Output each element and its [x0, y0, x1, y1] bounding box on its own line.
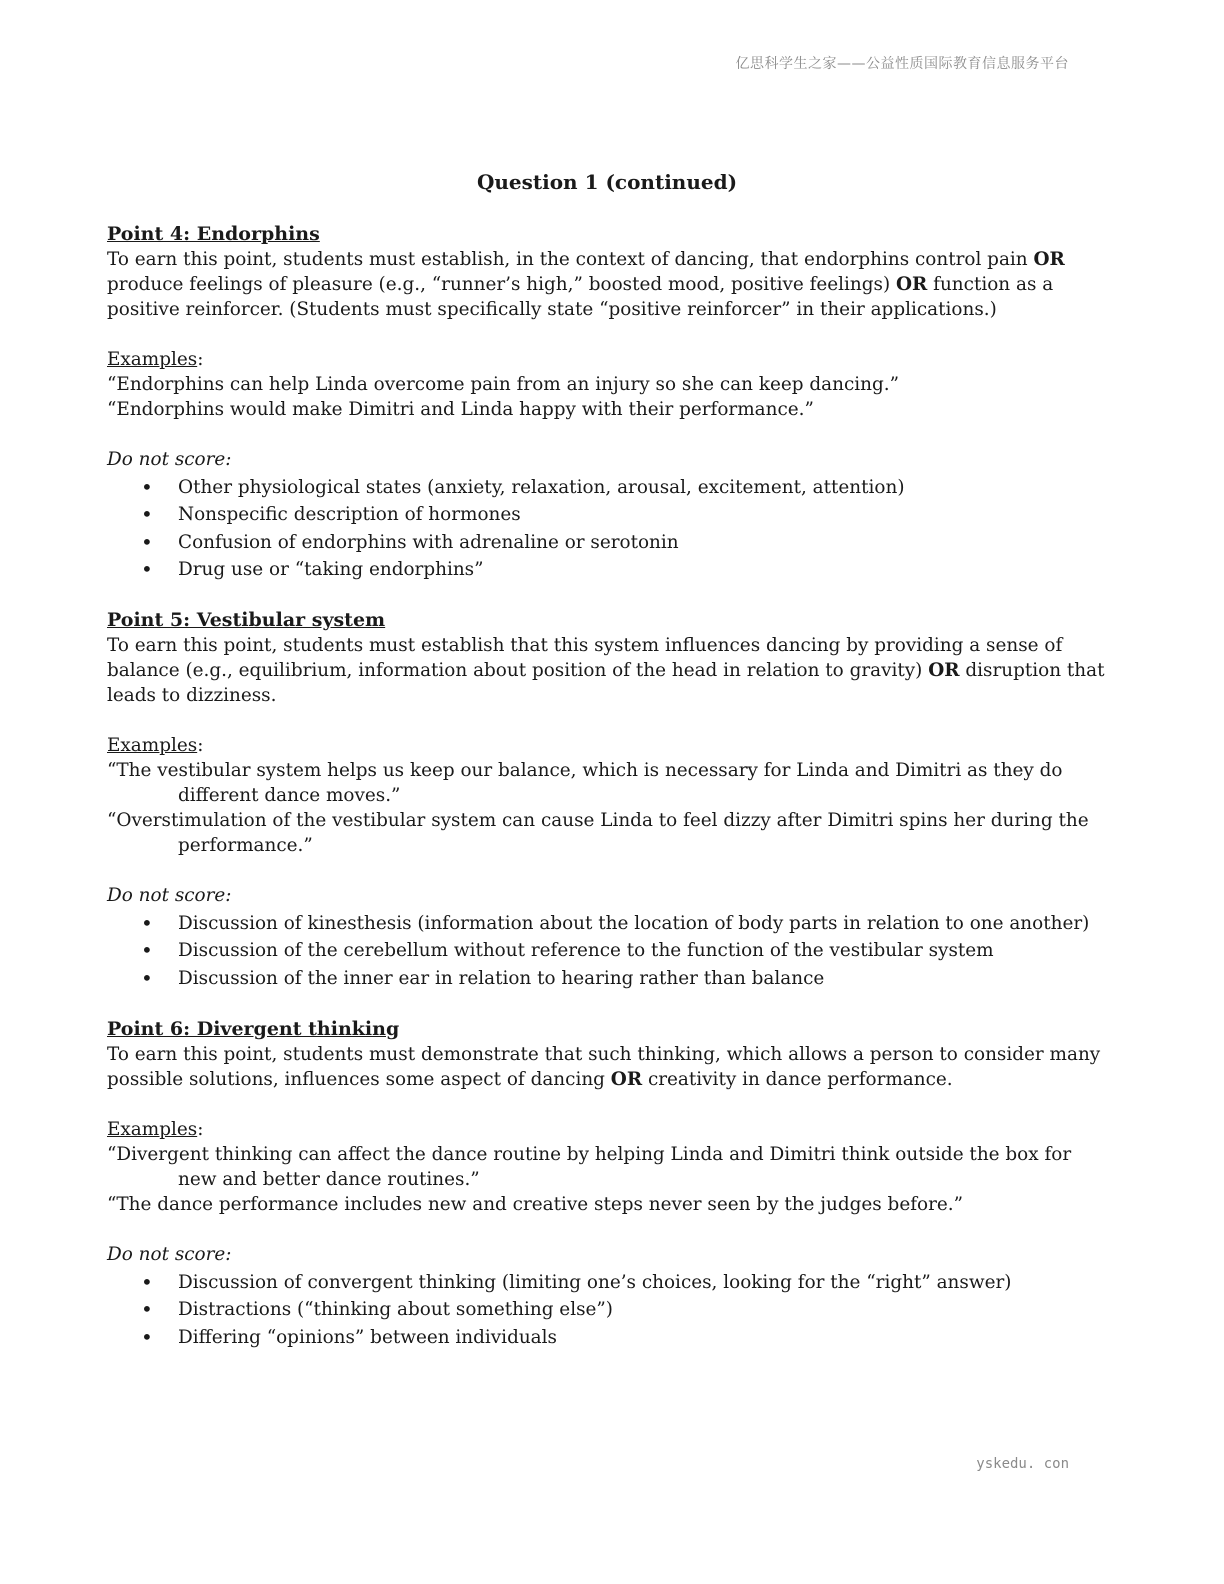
- point-5-desc-part-a: To earn this point, students must establish that this system influences dancing by providing a sense of balance (e.g., equilibrium, information about position of the head in relation to gravity): [107, 635, 1063, 682]
- footer-watermark-text: yskedu. con: [976, 1456, 1069, 1472]
- point-5-example-2: “Overstimulation of the vestibular system can cause Linda to feel dizzy after Dimitri spins her during the performance.”: [107, 810, 1089, 857]
- list-item: • Discussion of convergent thinking (limiting one’s choices, looking for the “right” answer): [107, 1269, 1107, 1296]
- examples-label-colon: :: [197, 1119, 204, 1141]
- list-item: • Nonspecific description of hormones: [107, 501, 1107, 528]
- point-5-do-not-score-list: [107, 910, 1107, 992]
- point-5-examples-label: [107, 733, 1107, 758]
- point-4-example-1: “Endorphins can help Linda overcome pain from an injury so she can keep dancing.”: [107, 374, 900, 395]
- point-6-do-not-score-label: Do not score:: [107, 1244, 232, 1266]
- point-4-description: [107, 247, 1107, 322]
- list-item: • Discussion of kinesthesis (information about the location of body parts in relation to one another): [107, 910, 1107, 937]
- point-4-desc-part-c: function as a positive reinforcer. (Students must specifically state “positive reinforcer” in their applications.): [107, 274, 1054, 320]
- examples-label-colon: :: [197, 735, 204, 757]
- point-5-section: [107, 608, 1107, 992]
- list-item: • Discussion of the cerebellum without reference to the function of the vestibular system: [107, 937, 1107, 964]
- point-6-desc-part-b: creativity in dance performance.: [642, 1069, 953, 1091]
- point-6-example-2: “The dance performance includes new and creative steps never seen by the judges before.”: [107, 1194, 963, 1216]
- or-emphasis: OR: [928, 660, 960, 682]
- list-item: • Confusion of endorphins with adrenaline or serotonin: [107, 529, 1107, 556]
- point-6-do-not-score-list: [107, 1269, 1107, 1351]
- or-emphasis: OR: [1033, 249, 1065, 270]
- point-5-do-not-score-label: Do not score:: [107, 885, 232, 907]
- examples-label-text: Examples: [107, 1119, 198, 1141]
- point-5-example-1: “The vestibular system helps us keep our balance, which is necessary for Linda and Dimitri as they do different dance moves.”: [107, 760, 1063, 807]
- list-item: • Other physiological states (anxiety, relaxation, arousal, excitement, attention): [107, 474, 1107, 501]
- point-6-example-1: “Divergent thinking can affect the dance routine by helping Linda and Dimitri think outside the box for new and better dance routines.”: [107, 1144, 1072, 1191]
- list-item: • Differing “opinions” between individuals: [107, 1324, 1107, 1351]
- point-6-heading: Point 6: Divergent thinking: [107, 1018, 400, 1041]
- document-content: [107, 167, 1107, 1351]
- point-4-do-not-score-list: [107, 474, 1107, 583]
- examples-label-colon: :: [197, 349, 204, 370]
- point-6-description: [107, 1042, 1107, 1092]
- examples-label-text: Examples: [107, 735, 198, 757]
- header-watermark-text: 亿思科学生之家——公益性质国际教育信息服务平台: [735, 56, 1069, 72]
- point-6-desc-part-a: To earn this point, students must demonstrate that such thinking, which allows a person to consider many possible solutions, influences some aspect of dancing: [107, 1044, 1101, 1091]
- list-item: • Discussion of the inner ear in relation to hearing rather than balance: [107, 965, 1107, 992]
- point-5-desc-part-b: disruption that leads to dizziness.: [107, 660, 1105, 707]
- or-emphasis: OR: [610, 1069, 643, 1091]
- point-6-examples-label: [107, 1117, 1107, 1142]
- page-title: Question 1 (continued): [476, 170, 738, 194]
- examples-label-text: Examples: [107, 349, 198, 370]
- point-4-examples-label: [107, 347, 1107, 372]
- point-4-section: [107, 222, 1107, 583]
- or-emphasis: OR: [896, 274, 928, 295]
- point-4-example-2: “Endorphins would make Dimitri and Linda happy with their performance.”: [107, 399, 814, 420]
- point-4-heading: Point 4: Endorphins: [107, 223, 320, 245]
- point-5-description: [107, 633, 1107, 708]
- point-4-do-not-score-label: Do not score:: [107, 449, 232, 470]
- point-6-section: [107, 1017, 1107, 1351]
- point-4-desc-part-a: To earn this point, students must establish, in the context of dancing, that endorphins control pain: [107, 249, 1034, 270]
- list-item: • Drug use or “taking endorphins”: [107, 556, 1107, 583]
- point-5-heading: Point 5: Vestibular system: [107, 609, 386, 632]
- list-item: • Distractions (“thinking about something else”): [107, 1296, 1107, 1323]
- point-4-desc-part-b: produce feelings of pleasure (e.g., “runner’s high,” boosted mood, positive feelings): [107, 274, 896, 295]
